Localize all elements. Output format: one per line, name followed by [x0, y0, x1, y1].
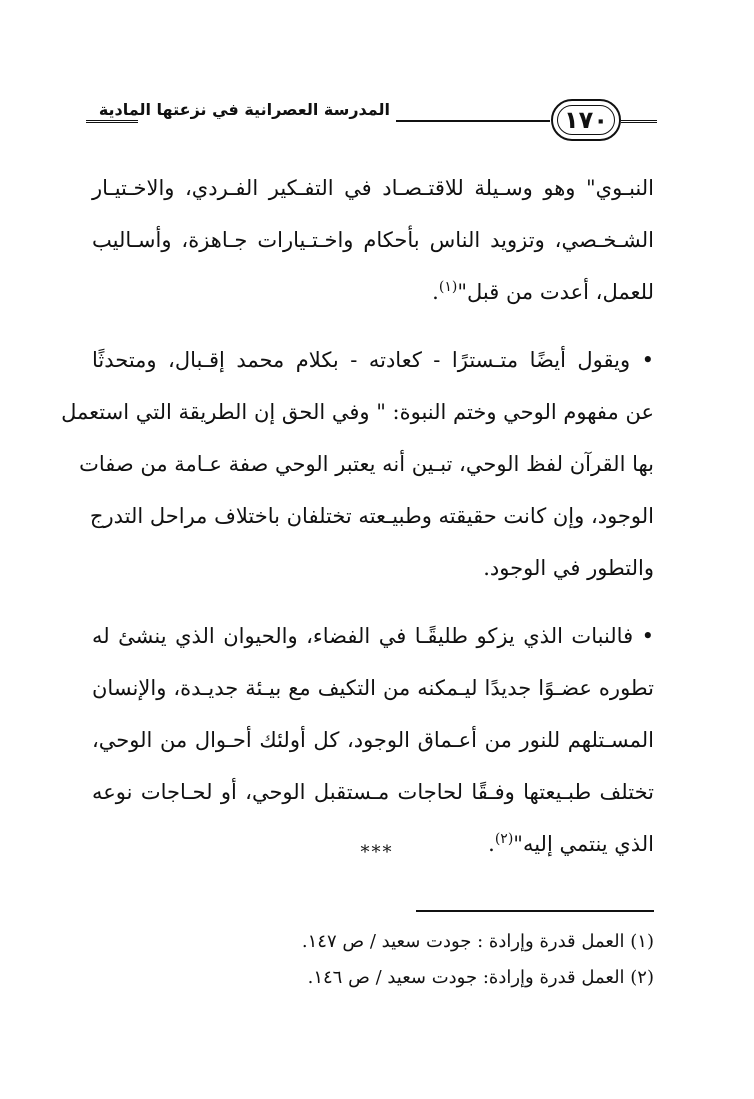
- footnote-reference: (١): [438, 279, 458, 295]
- text-line: النبـوي" وهو وسـيلة للاقتـصـاد في التفـكير الفـردي، والاخـتيـار: [92, 176, 654, 200]
- text-line: [92, 266, 654, 318]
- text-line: المسـتلهم للنور من أعـماق الوجود، كل أولئك أحـوال من الوحي،: [92, 728, 654, 752]
- text-line: • فالنبات الذي يزكو طليقًـا في الفضاء، والحيوان الذي ينشئ له: [92, 624, 654, 648]
- header-rule-middle: [396, 120, 550, 122]
- footnote-reference: (٢): [494, 831, 514, 847]
- footnote-item: (١) العمل قدرة وإرادة : جودت سعيد / ص ١٤٧.: [301, 931, 654, 952]
- section-separator: ***: [360, 842, 394, 863]
- footnotes: [92, 924, 654, 996]
- page-number-badge: ١٧٠: [551, 99, 621, 141]
- header-rule-right: [621, 120, 657, 123]
- text-line: بها القرآن لفظ الوحي، تبـين أنه يعتبر الوحي صفة عـامة من صفات: [79, 452, 654, 476]
- text-line: تطوره عضـوًا جديدًا ليـمكنه من التكيف مع بيـئة جديـدة، والإنسان: [92, 676, 654, 700]
- footnote-item: (٢) العمل قدرة وإرادة: جودت سعيد / ص ١٤٦.: [307, 967, 654, 988]
- running-header-title: المدرسة العصرانية في نزعتها المادية: [98, 100, 390, 119]
- text-line: عن مفهوم الوحي وختم النبوة: " وفي الحق إن الطريقة التي استعمل: [61, 400, 654, 424]
- text-line: والتطور في الوجود.: [483, 556, 654, 580]
- header-rule-left: [86, 120, 138, 123]
- text-line: تختلف طبـيعتها وفـقًا لحاجات مـستقبل الوحي، أو لحـاجات نوعه: [92, 780, 654, 804]
- footnote-rule: [416, 910, 654, 912]
- body-text: [61, 162, 654, 870]
- sentence-period: .: [432, 280, 439, 304]
- text-line-content: الذي ينتمي إليه": [513, 832, 654, 856]
- sentence-period: .: [488, 832, 495, 856]
- text-line: • ويقول أيضًا متـسترًا - كعادته - بكلام محمد إقـبال، ومتحدثًا: [92, 348, 654, 372]
- text-line: الشـخـصي، وتزويد الناس بأحكام واخـتـيارات جـاهزة، وأسـاليب: [92, 228, 654, 252]
- text-line-content: للعمل، أعدت من قبل": [457, 280, 654, 304]
- text-line: الوجود، وإن كانت حقيقته وطبيـعته تختلفان باختلاف مراحل التدرج: [89, 504, 654, 528]
